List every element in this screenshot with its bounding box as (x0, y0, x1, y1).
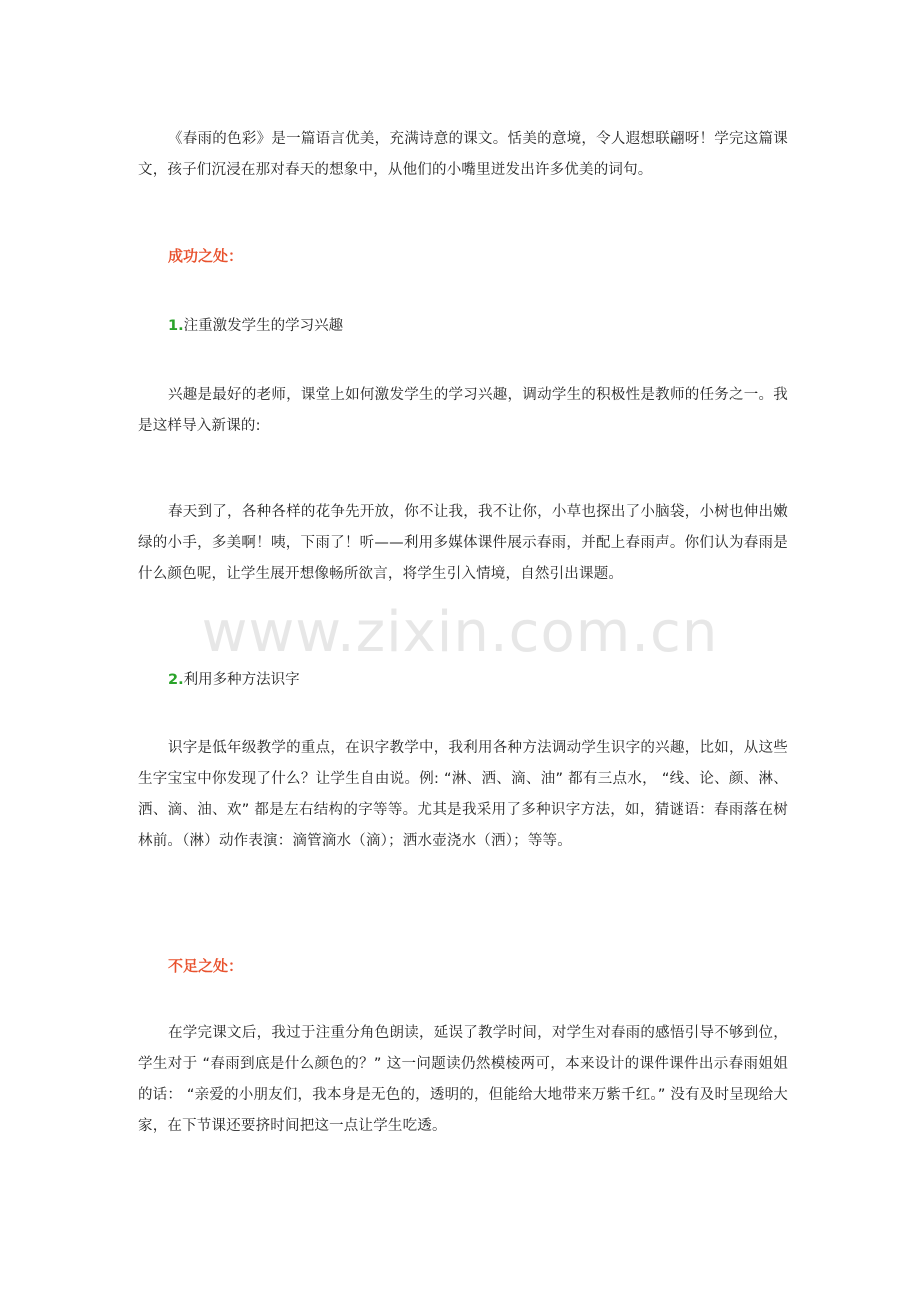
success-heading: 成功之处： (168, 247, 244, 265)
watermark: www.zixin.com.cn (201, 600, 719, 665)
paragraph-shortcoming: 在学完课文后，我过于注重分角色朗读，延误了教学时间，对学生对春雨的感悟引导不够到位，学生对于 “春雨到底是什么颜色的？” 这一问题读仍然模棱两可，本来设计的课件课件出示春雨姐姐的话： “亲爱的小朋友们，我本身是无色的，透明的，但能给大地带来万紫千红。” 没有及时呈现给大家，在下节课还要挤时间把这一点让学生吃透。 (138, 1025, 788, 1134)
paragraph-interest: 兴趣是最好的老师，课堂上如何激发学生的学习兴趣，调动学生的积极性是教师的任务之一。我是这样导入新课的: (138, 387, 788, 434)
intro-paragraph: 《春雨的色彩》是一篇语言优美，充满诗意的课文。恬美的意境，令人遐想联翩呀！学完这篇课文，孩子们沉浸在那对春天的想象中，从他们的小嘴里迸发出许多优美的词句。 (138, 131, 788, 178)
point2-heading (168, 670, 300, 690)
point2-number: 2. (168, 672, 184, 688)
paragraph-spring-intro: 春天到了，各种各样的花争先开放，你不让我，我不让你，小草也探出了小脑袋，小树也伸出嫩绿的小手，多美啊！咦，下雨了！听——利用多媒体课件展示春雨，并配上春雨声。你们认为春雨是什么颜色呢，让学生展开想像畅所欲言，将学生引入情境，自然引出课题。 (138, 504, 788, 582)
paragraph-literacy: 识字是低年级教学的重点，在识字教学中，我利用各种方法调动学生识字的兴趣，比如，从这些生字宝宝中你发现了什么？让学生自由说。例: “淋、洒、滴、油” 都有三点水， “线、论、颜、淋、洒、滴、油、欢” 都是左右结构的字等等。尤其是我采用了多种识字方法，如，猜谜语：春雨落在树林前。（淋）动作表演：滴管滴水（滴）；洒水壶浇水（洒）；等等。 (138, 740, 788, 849)
point1-title: 注重激发学生的学习兴趣 (183, 318, 344, 334)
point1-heading (168, 316, 343, 336)
shortcoming-heading: 不足之处： (168, 957, 244, 975)
point2-title: 利用多种方法识字 (183, 672, 300, 688)
point1-number: 1. (168, 318, 184, 334)
